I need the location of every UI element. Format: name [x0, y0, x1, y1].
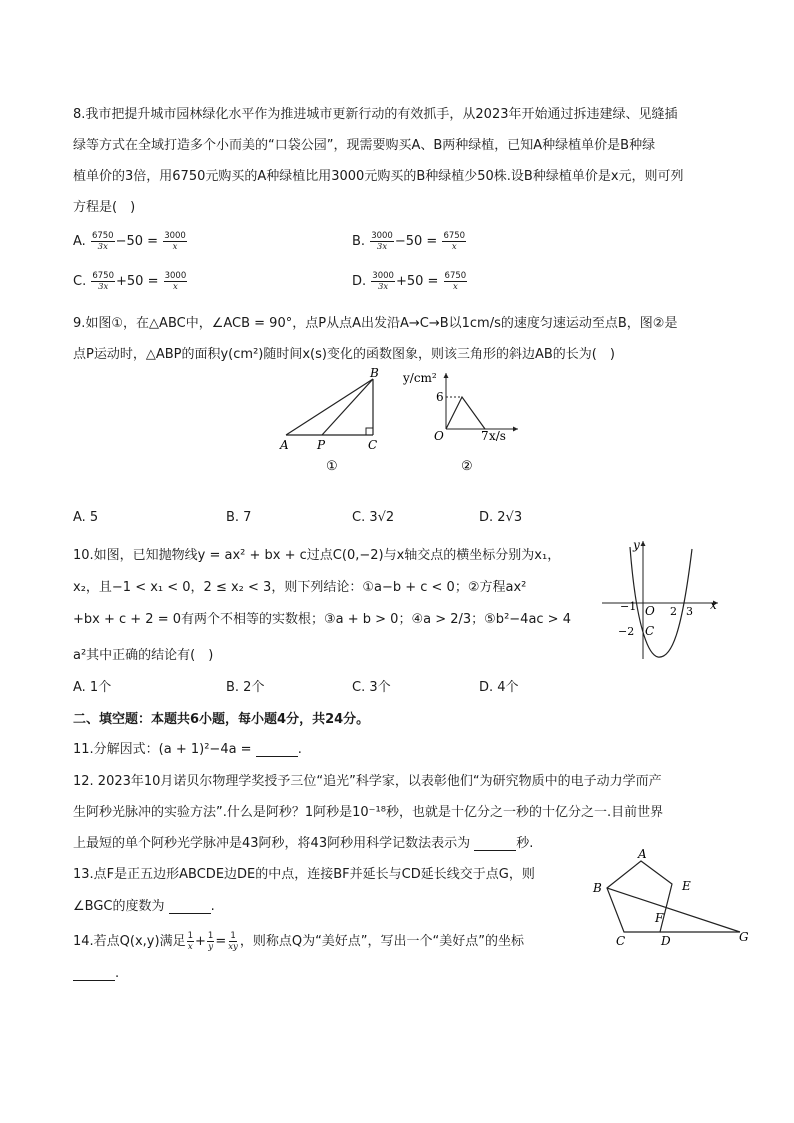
q12-answer-blank[interactable] [474, 838, 516, 851]
q9-option-a[interactable]: A. 5 [73, 510, 99, 525]
label-c: C [616, 934, 626, 948]
q8-line2: 绿等方式在全域打造多个小而美的“口袋公园”，现需要购买A、B两种绿植，已知A种绿植单价是B种绿 [73, 138, 656, 153]
x-axis-label: x/s [489, 429, 506, 443]
q12-line1: 12. 2023年10月诺贝尔物理学奖授予三位“追光”科学家，以表彰他们“为研究物质中的电子动力学而产 [73, 774, 662, 789]
q8-option-c[interactable]: C. $\frac{6750}{3x}$ +50 = $\frac{3000}{x}$ [73, 271, 187, 292]
q9-figure-triangle [270, 365, 400, 475]
parabola-curve [630, 547, 692, 657]
q14-answer-blank[interactable] [73, 968, 115, 981]
figure-caption-1: ① [326, 459, 338, 474]
q9-figure-graph [398, 365, 528, 475]
label-p: P [317, 438, 326, 452]
y-axis-label: y/cm² [403, 371, 437, 385]
section-heading: 二、填空题：本题共6小题，每小题4分，共24分。 [73, 712, 370, 727]
y-axis-arrow [641, 541, 646, 546]
figure-caption-2: ② [461, 459, 473, 474]
q9-option-d[interactable]: D. 2√3 [479, 510, 523, 525]
origin-label: O [645, 604, 655, 618]
q11: 11.分解因式：(a + 1)²−4a = . [73, 742, 302, 757]
right-angle-mark [366, 428, 373, 435]
q10-line1: 10.如图，已知抛物线y = ax² + bx + c过点C(0,−2)与x轴交点的横坐标分别为x₁， [73, 548, 561, 563]
q10-line3: +bx + c + 2 = 0有两个不相等的实数根；③a + b > 0；④a > 2/3；⑤b²−4ac > 4 [73, 612, 571, 627]
q10-option-c[interactable]: C. 3个 [352, 680, 391, 695]
q10-parabola-graph [596, 535, 726, 665]
point-c-label: C [645, 624, 655, 638]
q8-line1: 8.我市把提升城市园林绿化水平作为推进城市更新行动的有效抓手，从2023年开始通过拆违建绿、见缝插 [73, 107, 678, 122]
q8-option-a[interactable]: A. $\frac{6750}{3x}$ −50 = $\frac{3000}{x}$ [73, 231, 186, 252]
tick-3: 3 [686, 605, 693, 618]
q10-option-a[interactable]: A. 1个 [73, 680, 112, 695]
q11-answer-blank[interactable] [256, 744, 298, 757]
x-axis-arrow [513, 427, 518, 432]
area-graph-line [446, 397, 485, 429]
q8-option-d[interactable]: D. $\frac{3000}{3x}$ +50 = $\frac{6750}{x}$ [352, 271, 467, 292]
q8-line3: 植单价的3倍，用6750元购买的A种绿植比用3000元购买的B种绿植少50株.设B种绿植单价是x元，则可列 [73, 169, 684, 184]
q12-line2: 生阿秒光脉冲的实验方法”.什么是阿秒？1阿秒是10⁻¹⁸秒，也就是十亿分之一秒的十亿分之一.目前世界 [73, 805, 664, 820]
q8-line4: 方程是( ) [73, 200, 136, 215]
x-tick-7: 7 [481, 429, 489, 443]
q9-line1: 9.如图①，在△ABC中，∠ACB = 90°，点P从点A出发沿A→C→B以1cm/s的速度匀速运动至点B，图②是 [73, 316, 678, 331]
segment-bg [607, 888, 740, 932]
q9-option-c[interactable]: C. 3√2 [352, 510, 395, 525]
q13-answer-blank[interactable] [169, 901, 211, 914]
y-tick-6: 6 [436, 390, 444, 404]
q9-option-b[interactable]: B. 7 [226, 510, 252, 525]
q10-option-d[interactable]: D. 4个 [479, 680, 519, 695]
q14-line2: . [73, 966, 119, 981]
label-b: B [593, 881, 602, 895]
origin-label: O [434, 429, 444, 443]
tick-2: 2 [670, 605, 677, 618]
tick-neg2: −2 [618, 625, 635, 638]
label-c: C [368, 438, 378, 452]
y-axis-arrow [444, 373, 449, 378]
y-axis-label: y [633, 538, 640, 552]
label-e: E [682, 879, 691, 893]
q10-line2: x₂，且−1 < x₁ < 0，2 ≤ x₂ < 3，则下列结论：①a−b + c < 0；②方程ax² [73, 580, 527, 595]
q10-option-b[interactable]: B. 2个 [226, 680, 265, 695]
label-b: B [370, 366, 379, 380]
tick-neg1: −1 [620, 600, 637, 613]
q13-pentagon-figure [588, 842, 753, 952]
q13-line2: ∠BGC的度数为 . [73, 899, 215, 914]
q9-line2: 点P运动时，△ABP的面积y(cm²)随时间x(s)变化的函数图象，则该三角形的斜边AB的长为( ) [73, 347, 615, 362]
label-g: G [739, 930, 749, 944]
q8-option-b[interactable]: B. $\frac{3000}{3x}$ −50 = $\frac{6750}{x}$ [352, 231, 466, 252]
q10-line4: a²其中正确的结论有( ) [73, 648, 214, 663]
q13-line1: 13.点F是正五边形ABCDE边DE的中点，连接BF并延长与CD延长线交于点G，则 [73, 867, 535, 882]
label-f: F [655, 911, 664, 925]
x-axis-label: x [710, 598, 717, 612]
q14-line1: 14.若点Q(x,y)满足 $\frac{1}{x}$ + $\frac{1}{y}$ = $\frac{1}{xy}$ ，则称点Q为“美好点”，写出一个“美好点”的坐标 [73, 931, 525, 952]
label-a: A [638, 847, 647, 861]
label-a: A [280, 438, 289, 452]
q12-line3: 上最短的单个阿秒光学脉冲是43阿秒，将43阿秒用科学记数法表示为 秒. [73, 836, 534, 851]
label-d: D [661, 934, 671, 948]
